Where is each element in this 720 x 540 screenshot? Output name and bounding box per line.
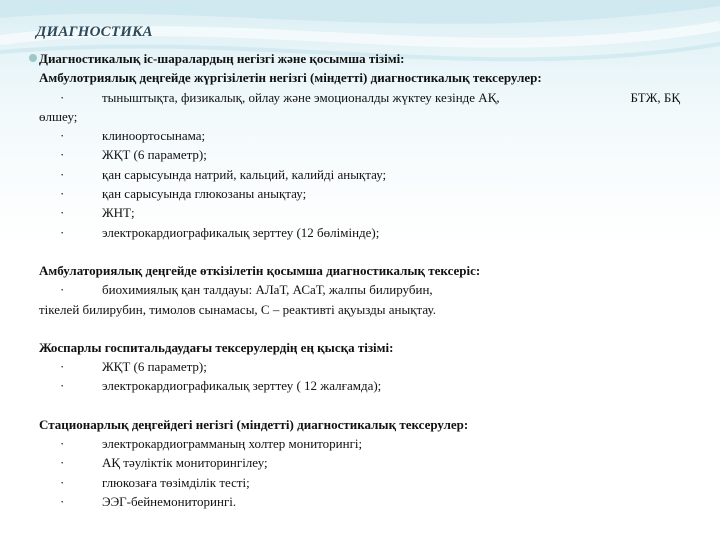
section-stationary-heading: Стационарлық деңгейдегі негізгі (міндетті) диагностикалық тексерулер: <box>39 416 469 432</box>
list-bullet: · <box>60 186 65 202</box>
list-bullet: · <box>60 128 65 144</box>
list-item-text: электрокардиограмманың холтер мониторингі; <box>102 436 363 452</box>
list-item <box>39 280 679 299</box>
list-item <box>39 223 679 242</box>
list-item-text: ЖҚТ (6 параметр); <box>102 147 207 163</box>
list-item-text: тыныштықта, физикалық, ойлау және эмоционалды жүктеу кезінде АҚ, <box>102 89 500 105</box>
list-bullet: · <box>60 378 65 394</box>
list-bullet: · <box>60 436 65 452</box>
list-bullet: · <box>60 147 65 163</box>
section-intro-heading: Диагностикалық іс-шаралардың негізгі және қосымша тізімі: <box>39 51 405 66</box>
section-main-heading: Амбулотриялық деңгейде жүргізілетін негізгі (міндетті) диагностикалық тексерулер: <box>39 70 542 86</box>
list-item <box>39 473 679 492</box>
list-item-continuation: тікелей билирубин, тимолов сынамасы, С – реактивті ақуызды анықтау. <box>39 301 436 317</box>
list-item <box>39 203 679 222</box>
list-item <box>39 165 679 184</box>
list-item-text: қан сарысуында глюкозаны анықтау; <box>102 186 307 202</box>
list-item-text: ЭЭГ-бейнемониторингі. <box>102 493 237 509</box>
content-body <box>39 49 679 511</box>
list-item <box>39 434 679 453</box>
list-item <box>39 88 680 107</box>
list-item <box>39 453 679 472</box>
list-item-text: глюкозаға төзімділік тесті; <box>102 474 250 490</box>
page-title: ДИАГНОСТИКА <box>36 24 153 40</box>
list-bullet: · <box>60 224 65 240</box>
list-bullet: · <box>60 205 65 221</box>
list-bullet: · <box>60 282 65 298</box>
list-item-text: клиноортосынама; <box>102 128 206 144</box>
bullet-marker-icon <box>29 54 37 62</box>
list-item <box>39 126 679 145</box>
list-bullet: · <box>60 493 65 509</box>
list-item <box>39 357 679 376</box>
list-item-text-tail: БТЖ, БҚ <box>630 89 680 105</box>
list-bullet: · <box>60 455 65 471</box>
list-item-text: ЖҚТ (6 параметр); <box>102 359 207 375</box>
list-bullet: · <box>60 359 65 375</box>
list-item-text: АҚ тәуліктік мониторингілеу; <box>102 455 268 471</box>
list-item-text: биохимиялық қан талдауы: АЛаТ, АСаТ, жалпы билирубин, <box>102 282 433 298</box>
list-item-text: қан сарысуында натрий, кальций, калийді анықтау; <box>102 166 387 182</box>
section-hospital-heading: Жоспарлы госпитальдаудағы тексерулердің ең қысқа тізімі: <box>39 339 394 355</box>
section-additional-heading: Амбулаториялық деңгейде өткізілетін қосымша диагностикалық тексеріс: <box>39 262 481 278</box>
list-item-continuation: өлшеу; <box>39 108 78 124</box>
list-item <box>39 184 679 203</box>
list-item-text: электрокардиографикалық зерттеу (12 бөлімінде); <box>102 224 380 240</box>
list-bullet: · <box>60 474 65 490</box>
list-bullet: · <box>60 166 65 182</box>
list-item <box>39 376 679 395</box>
list-bullet: · <box>60 89 65 105</box>
list-item-text: ЖНТ; <box>102 205 135 221</box>
list-item <box>39 145 679 164</box>
list-item-text: электрокардиографикалық зерттеу ( 12 жалғамда); <box>102 378 382 394</box>
list-item <box>39 492 679 511</box>
